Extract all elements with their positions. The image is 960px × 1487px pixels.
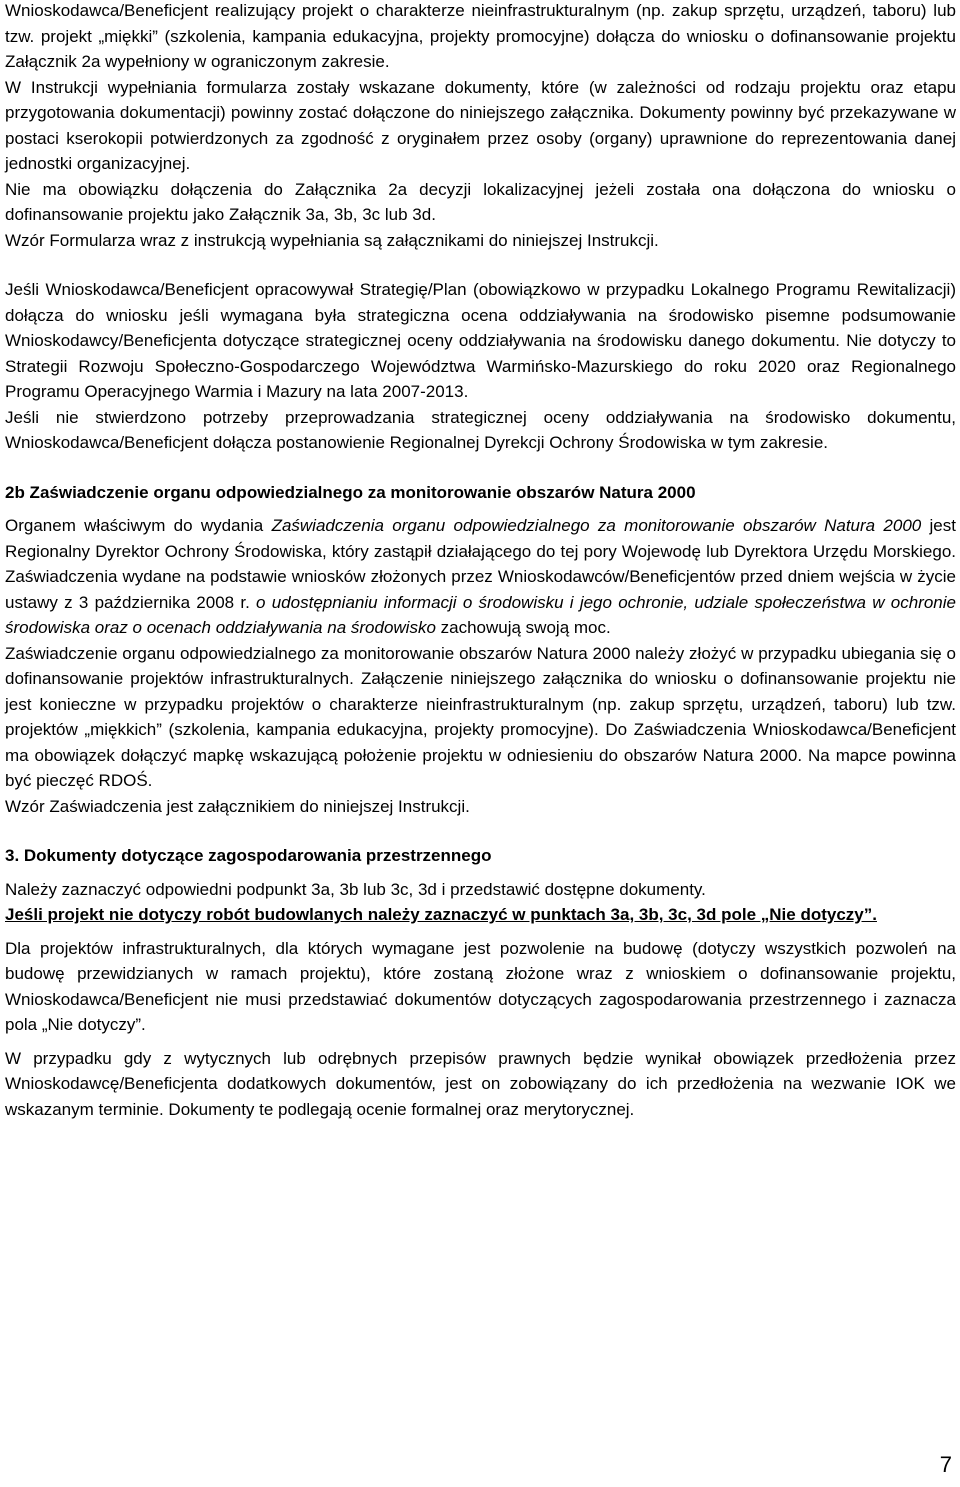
bold-underlined-note: Jeśli projekt nie dotyczy robót budowlanych należy zaznaczyć w punktach 3a, 3b, 3c, 3d pole „Nie dotyczy”.	[5, 905, 877, 924]
paragraph: Wnioskodawca/Beneficjent realizujący projekt o charakterze nieinfrastrukturalnym (np. zakup sprzętu, urządzeń, taboru) lub tzw. projekt „miękki” (szkolenia, kampania edukacyjna, projekty promocyjne) dołącza do wniosku o dofinansowanie projektu Załącznik 2a wypełniony w ograniczonym zakresie.	[5, 1, 956, 71]
paragraph: Jeśli nie stwierdzono potrzeby przeprowadzania strategicznej oceny oddziaływania na środowisko dokumentu, Wnioskodawca/Beneficjent dołącza postanowienie Regionalnej Dyrekcji Ochrony Środowiska w tym zakresie.	[5, 407, 956, 452]
paragraph: Zaświadczenie organu odpowiedzialnego za monitorowanie obszarów Natura 2000 należy złożyć w przypadku ubiegania się o dofinansowanie projektów infrastrukturalnych. Załączenie niniejszego załącznika do wniosku o dofinansowanie projektu nie jest konieczne w przypadku projektów o charakterze nieinfrastrukturalnym (np. zakup sprzętu, urządzeń, taboru) lub tzw. projektów „miękkich” (szkolenia, kampania edukacyjna, projekty promocyjne). Do Zaświadczenia Wnioskodawca/Beneficjent ma obowiązek dołączyć mapkę wskazującą położenie projektu w odniesieniu do obszarów Natura 2000. Na mapce powinna być pieczęć RDOŚ.	[5, 643, 956, 790]
paragraph: Należy zaznaczyć odpowiedni podpunkt 3a, 3b lub 3c, 3d i przedstawić dostępne dokumenty.	[5, 879, 706, 899]
paragraph: Dla projektów infrastrukturalnych, dla których wymagane jest pozwolenie na budowę (dotyczy wszystkich pozwoleń na budowę przewidzianych w ramach projektu), które zostaną złożone wraz z wnioskiem o dofinansowanie projektu, Wnioskodawca/Beneficjent nie musi przedstawiać dokumentów dotyczących zagospodarowania przestrzennego i zaznacza pola „Nie dotyczy”.	[5, 938, 956, 1034]
paragraph	[5, 513, 956, 641]
paragraph: Nie ma obowiązku dołączenia do Załącznika 2a decyzji lokalizacyjnej jeżeli została ona dołączona do wniosku o dofinansowanie projektu jako Załącznik 3a, 3b, 3c lub 3d.	[5, 179, 956, 224]
section-heading-3: 3. Dokumenty dotyczące zagospodarowania przestrzennego	[5, 846, 492, 865]
italic-text: o udostępnianiu informacji o środowisku i jego ochronie, udziale społeczeństwa w ochronie środowiska oraz o ocenach oddziaływania na środowisko	[5, 592, 956, 637]
document-page	[5, 0, 956, 1122]
text-run: Organem właściwym do wydania	[5, 516, 272, 535]
page-number: 7	[939, 1452, 952, 1477]
text-run: jest Regionalny Dyrektor Ochrony Środowiska, który zastąpił działającego do tej pory Wojewodę lub Dyrektora Urzędu Morskiego. Zaświadczenia wydane na podstawie wniosków złożonych przez Wnioskodawców/Beneficjentów przed dniem wejścia w życie ustawy z 3 października 2008 r.	[5, 516, 956, 612]
paragraph: Wzór Formularza wraz z instrukcją wypełniania są załącznikami do niniejszej Instrukcji.	[5, 230, 659, 250]
paragraph: W przypadku gdy z wytycznych lub odrębnych przepisów prawnych będzie wynikał obowiązek przedłożenia przez Wnioskodawcę/Beneficjenta dodatkowych dokumentów, jest on zobowiązany do ich przedłożenia na wezwanie IOK we wskazanym terminie. Dokumenty te podlegają ocenie formalnej oraz merytorycznej.	[5, 1048, 956, 1119]
paragraph: Wzór Zaświadczenia jest załącznikiem do niniejszej Instrukcji.	[5, 796, 470, 816]
section-heading-2b: 2b Zaświadczenie organu odpowiedzialnego za monitorowanie obszarów Natura 2000	[5, 482, 696, 502]
paragraph: W Instrukcji wypełniania formularza zostały wskazane dokumenty, które (w zależności od rodzaju projektu oraz etapu przygotowania dokumentacji) powinny zostać dołączone do niniejszego załącznika. Dokumenty powinny być przekazywane w postaci kserokopii potwierdzonych za zgodność z oryginałem przez osoby (organy) uprawnione do reprezentowania danej jednostki organizacyjnej.	[5, 77, 956, 173]
italic-text: Zaświadczenia organu odpowiedzialnego za monitorowanie obszarów Natura 2000	[271, 516, 922, 535]
text-run: zachowują swoją moc.	[435, 618, 611, 637]
paragraph: Jeśli Wnioskodawca/Beneficjent opracowywał Strategię/Plan (obowiązkowo w przypadku Lokalnego Programu Rewitalizacji) dołącza do wniosku jeśli wymagana była strategiczna ocena oddziaływania na środowisko pisemne podsumowanie Wnioskodawcy/Beneficjenta dotyczące strategicznej oceny oddziaływania na środowisku danego dokumentu. Nie dotyczy to Strategii Rozwoju Społeczno-Gospodarczego Województwa Warmińsko-Mazurskiego do roku 2020 oraz Regionalnego Programu Operacyjnego Warmia i Mazury na lata 2007-2013.	[5, 280, 956, 401]
